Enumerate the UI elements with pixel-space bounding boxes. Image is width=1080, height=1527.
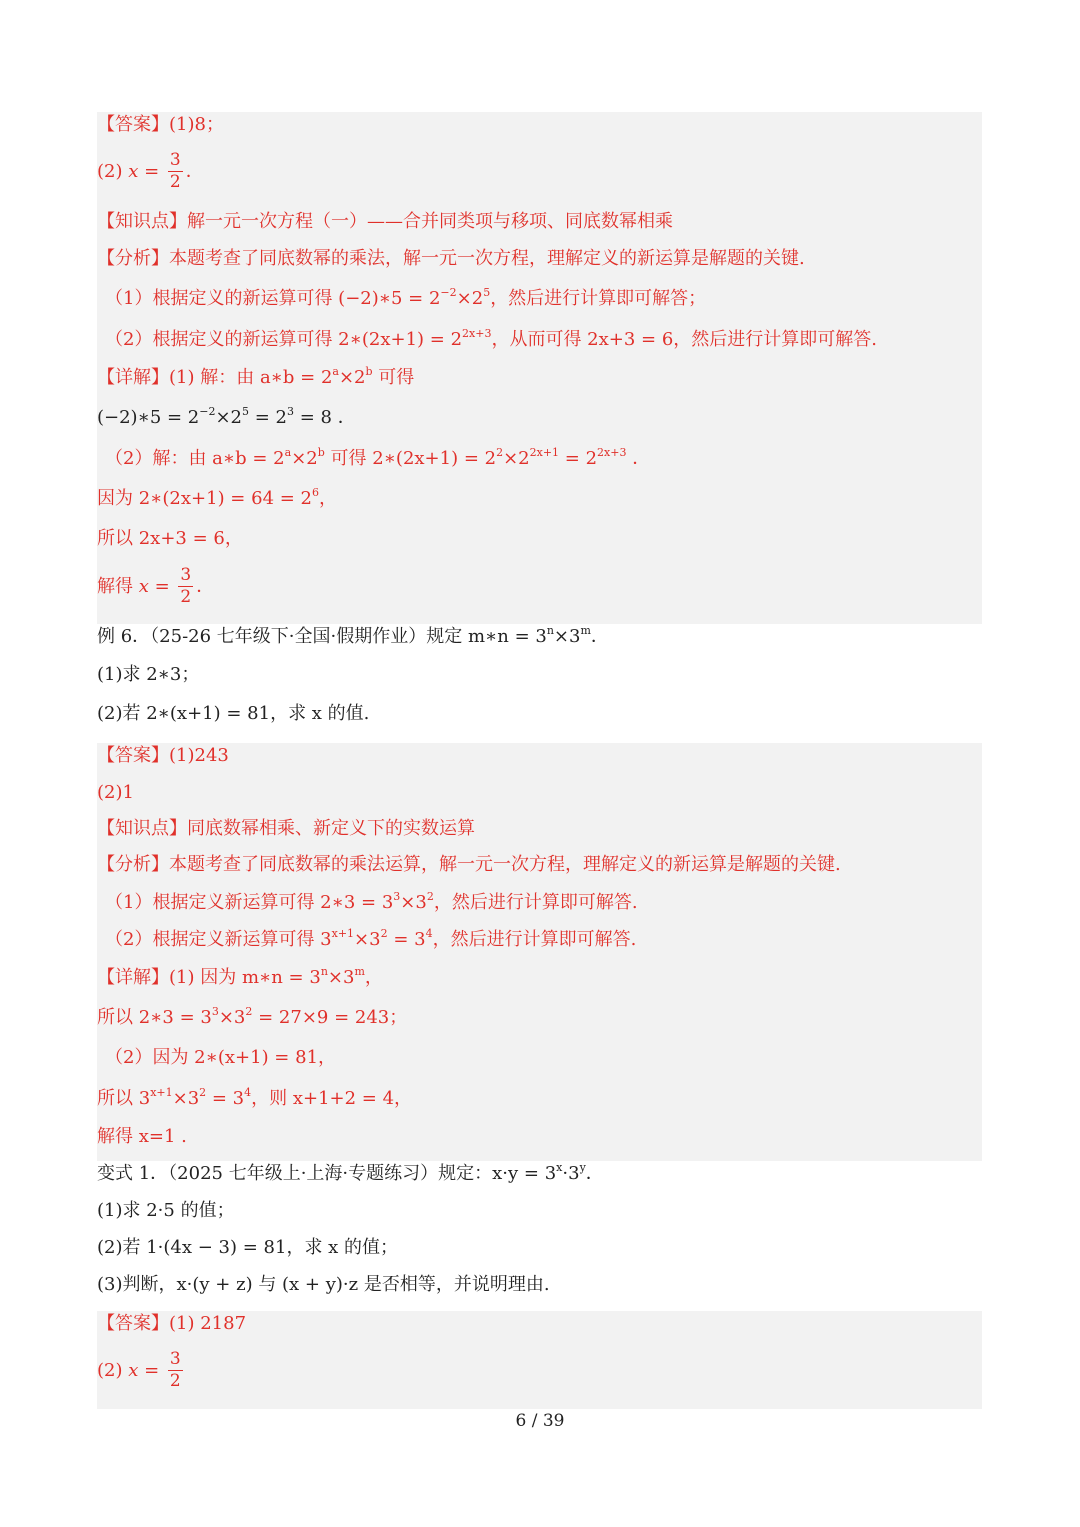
fraction: $\frac{3}{2}$ [180,565,192,607]
detail-line-3: （2）因为 2∗(x+1) = 81， [105,1047,337,1068]
answer-line-2: (2) x = $\frac{3}{2}$ [97,1349,181,1391]
example5-answer-block [97,112,982,624]
analysis: 【分析】本题考查了同底数幂的乘法运算，解一元一次方程，理解定义的新运算是解题的关键. [97,854,841,875]
answer-line: 【答案】(1)243 [97,745,229,766]
analysis-step-2: （2）根据定义新运算可得 $3^{x+1}\times 3^2 = 3^4$，然后进行计算即可解答. [105,927,637,950]
detail-line-1: 【详解】(1) 因为 m∗n = $3^n\times 3^m$， [97,965,383,988]
answer-line-2: (2)1 [97,782,134,803]
variant1-answer-block [97,1311,982,1409]
example6-question-2: (2)若 2∗(x+1) = 81，求 x 的值. [97,703,370,724]
fraction: $\frac{3}{2}$ [169,150,181,192]
example6-question-1: (1)求 2∗3； [97,664,200,685]
detail-line-6: 解得 x = $\frac{3}{2}$ ． [97,565,215,607]
analysis: 【分析】本题考查了同底数幂的乘法，解一元一次方程，理解定义的新运算是解题的关键. [97,248,805,269]
detail-line-5: 所以 2x+3 = 6， [97,528,243,549]
detail-line-4: 所以 $3^{x+1}\times 3^2 = 3^4$，则 x+1+2 = 4， [97,1086,413,1109]
example6-answer-block [97,743,982,1161]
detail-line-3: （2）解：由 a∗b = $2^a\times 2^b$ 可得 2∗(2x+1) = $2^2\times 2^{2x+1} = 2^{2x+3}$ ． [105,446,651,469]
variant1-question-3: (3)判断，x·(y + z) 与 (x + y)·z 是否相等，并说明理由. [97,1274,550,1295]
variant1-question-1: (1)求 2·5 的值； [97,1200,235,1221]
fraction: $\frac{3}{2}$ [169,1349,181,1391]
example6-title: 例 6．（25-26 七年级下·全国·假期作业）规定 m∗n = $3^n\times 3^m$． [97,624,609,647]
answer-line: 【答案】(1)8； [97,114,224,135]
variant1-title: 变式 1．（2025 七年级上·上海·专题练习）规定：$x\cdot y = 3^x\cdot 3^y$． [97,1161,604,1184]
answer-line-2: (2) x = $\frac{3}{2}$ ． [97,150,204,192]
variant1-question-2: (2)若 1·(4x − 3) = 81，求 x 的值； [97,1237,399,1258]
detail-line-1: 【详解】(1) 解：由 a∗b = $2^a\times 2^b$ 可得 [97,365,415,388]
answer-line: 【答案】(1) 2187 [97,1313,247,1334]
analysis-step-1: （1）根据定义的新运算可得 (−2)∗5 = $2^{-2}\times 2^5$，然后进行计算即可解答； [105,286,707,309]
knowledge-point: 【知识点】解一元一次方程（一）——合并同类项与移项、同底数幂相乘 [97,211,673,232]
analysis-step-1: （1）根据定义新运算可得 2∗3 = $3^3\times 3^2$，然后进行计算即可解答. [105,890,638,913]
detail-line-4: 因为 2∗(2x+1) = $64 = 2^6$， [97,486,337,509]
analysis-step-2: （2）根据定义的新运算可得 2∗(2x+1) = $2^{2x+3}$，从而可得 2x+3 = 6，然后进行计算即可解答. [105,327,878,350]
detail-line-5: 解得 x=1 . [97,1126,187,1147]
page-number: 6 / 39 [515,1411,565,1431]
detail-line-2: 所以 2∗3 = $3^3\times 3^2 = 27\times 9 = 243$； [97,1005,408,1028]
knowledge-point: 【知识点】同底数幂相乘、新定义下的实数运算 [97,818,475,839]
detail-line-2: (−2)∗5 = $2^{-2}\times 2^5 = 2^3 = 8$ ． [97,405,356,428]
